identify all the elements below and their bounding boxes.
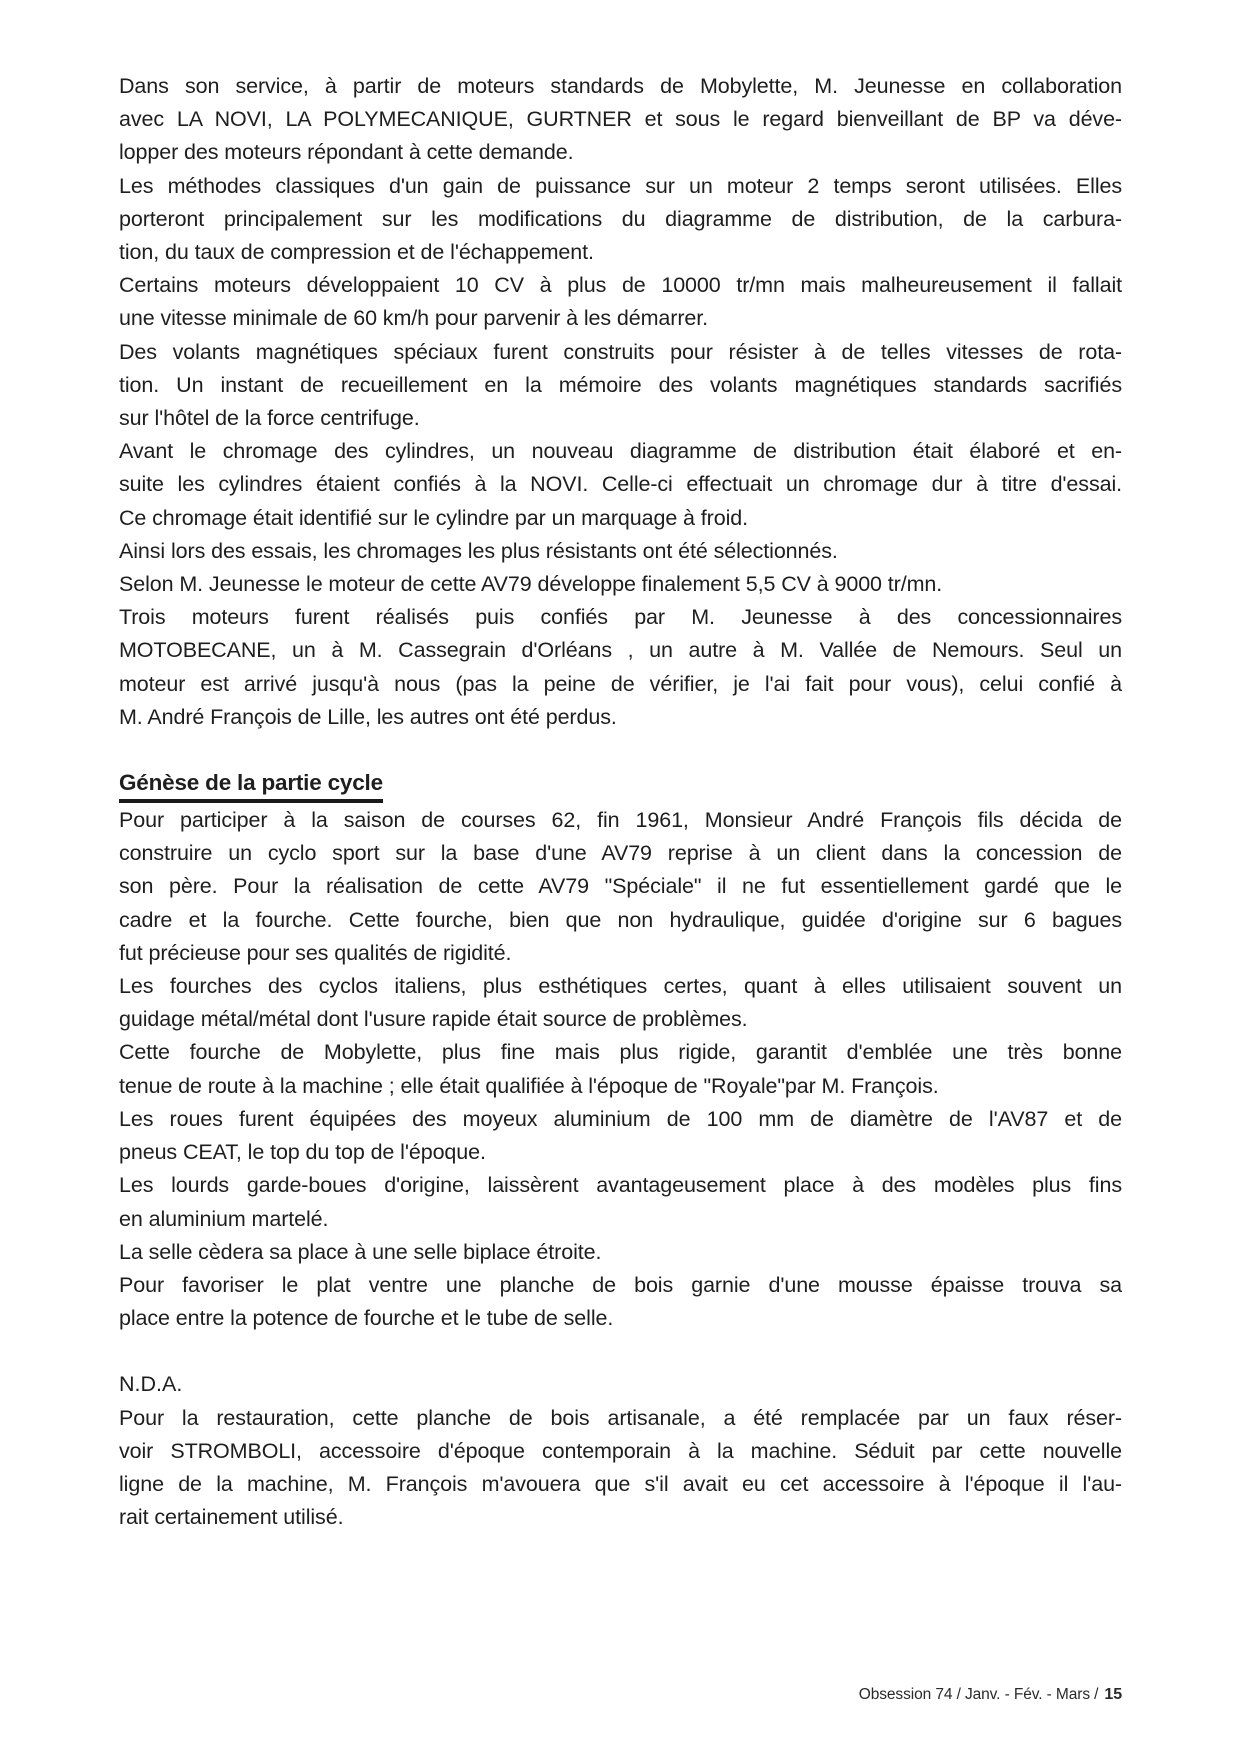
text-line: Pour participer à la saison de courses 62, fin 1961, Monsieur André François fils décida de — [119, 808, 1122, 833]
section-heading-wrapper — [119, 768, 1122, 804]
text-line: moteur est arrivé jusqu'à nous (pas la peine de vérifier, je l'ai fait pour vous), celui confié à — [119, 671, 1122, 696]
section-1-body — [119, 70, 1122, 734]
text-line: son père. Pour la réalisation de cette AV79 "Spéciale" il ne fut essentiellement gardé que le — [119, 874, 1122, 899]
text-line: Pour la restauration, cette planche de bois artisanale, a été remplacée par un faux réser- — [119, 1405, 1122, 1430]
text-line: Ce chromage était identifié sur le cylindre par un marquage à froid. — [119, 505, 748, 530]
text-line: Des volants magnétiques spéciaux furent construits pour résister à de telles vitesses de rota- — [119, 339, 1122, 364]
section-spacer — [119, 1335, 1122, 1368]
text-line: La selle cèdera sa place à une selle biplace étroite. — [119, 1239, 602, 1264]
text-line: une vitesse minimale de 60 km/h pour parvenir à les démarrer. — [119, 306, 709, 331]
text-line: tenue de route à la machine ; elle était qualifiée à l'époque de "Royale"par M. François. — [119, 1073, 939, 1098]
text-line: Ainsi lors des essais, les chromages les plus résistants ont été sélectionnés. — [119, 538, 838, 563]
text-line: Dans son service, à partir de moteurs standards de Mobylette, M. Jeunesse en collaboration — [119, 74, 1122, 98]
text-line: Les méthodes classiques d'un gain de puissance sur un moteur 2 temps seront utilisées. Elles — [119, 173, 1122, 198]
text-line: cadre et la fourche. Cette fourche, bien que non hydraulique, guidée d'origine sur 6 bagues — [119, 907, 1122, 932]
text-line: pneus CEAT, le top du top de l'époque. — [119, 1140, 486, 1165]
text-line: construire un cyclo sport sur la base d'une AV79 reprise à un client dans la concession de — [119, 841, 1122, 866]
section-2-body — [119, 804, 1122, 1335]
page-number: 15 — [1104, 1686, 1122, 1703]
text-line: fut précieuse pour ses qualités de rigidité. — [119, 940, 512, 965]
text-line: guidage métal/métal dont l'usure rapide était source de problèmes. — [119, 1007, 748, 1032]
publication-info: Obsession 74 / Janv. - Fév. - Mars / — [858, 1686, 1099, 1703]
text-line: Avant le chromage des cylindres, un nouveau diagramme de distribution était élaboré et en- — [119, 439, 1122, 464]
text-line: Pour favoriser le plat ventre une planche de bois garnie d'une mousse épaisse trouva sa — [119, 1272, 1122, 1297]
section-heading: Génèse de la partie cycle — [119, 768, 383, 803]
text-line: rait certainement utilisé. — [119, 1505, 344, 1530]
text-line: tion. Un instant de recueillement en la mémoire des volants magnétiques standards sacrifiés — [119, 372, 1122, 397]
text-line: avec LA NOVI, LA POLYMECANIQUE, GURTNER et sous le regard bienveillant de BP va déve- — [119, 107, 1122, 132]
text-line: sur l'hôtel de la force centrifuge. — [119, 406, 420, 431]
nda-body — [119, 1402, 1122, 1535]
text-line: Les fourches des cyclos italiens, plus esthétiques certes, quant à elles utilisaient souvent un — [119, 974, 1122, 999]
text-line: porteront principalement sur les modifications du diagramme de distribution, de la carbura- — [119, 206, 1122, 231]
text-line: M. André François de Lille, les autres ont été perdus. — [119, 704, 617, 729]
text-line: Trois moteurs furent réalisés puis confiés par M. Jeunesse à des concessionnaires — [119, 605, 1122, 630]
text-line: suite les cylindres étaient confiés à la NOVI. Celle-ci effectuait un chromage dur à titre d'essai. — [119, 472, 1122, 497]
text-line: voir STROMBOLI, accessoire d'époque contemporain à la machine. Séduit par cette nouvelle — [119, 1438, 1122, 1463]
text-line: tion, du taux de compression et de l'échappement. — [119, 240, 594, 265]
text-line: Les roues furent équipées des moyeux aluminium de 100 mm de diamètre de l'AV87 et de — [119, 1106, 1122, 1131]
text-line: Selon M. Jeunesse le moteur de cette AV79 développe finalement 5,5 CV à 9000 tr/mn. — [119, 572, 943, 597]
article-page — [119, 70, 1122, 1534]
text-line: en aluminium martelé. — [119, 1206, 329, 1231]
text-line: place entre la potence de fourche et le tube de selle. — [119, 1306, 614, 1331]
text-line: Cette fourche de Mobylette, plus fine mais plus rigide, garantit d'emblée une très bonne — [119, 1040, 1122, 1065]
text-line: MOTOBECANE, un à M. Cassegrain d'Orléans , un autre à M. Vallée de Nemours. Seul un — [119, 638, 1122, 663]
page-footer — [859, 1686, 1122, 1704]
section-spacer — [119, 734, 1122, 767]
text-line: lopper des moteurs répondant à cette demande. — [119, 140, 574, 165]
text-line: Certains moteurs développaient 10 CV à plus de 10000 tr/mn mais malheureusement il fallait — [119, 273, 1122, 298]
text-line: Les lourds garde-boues d'origine, laissèrent avantageusement place à des modèles plus fins — [119, 1173, 1122, 1198]
text-line: ligne de la machine, M. François m'avouera que s'il avait eu cet accessoire à l'époque il l'au- — [119, 1471, 1122, 1496]
nda-label: N.D.A. — [119, 1372, 183, 1397]
